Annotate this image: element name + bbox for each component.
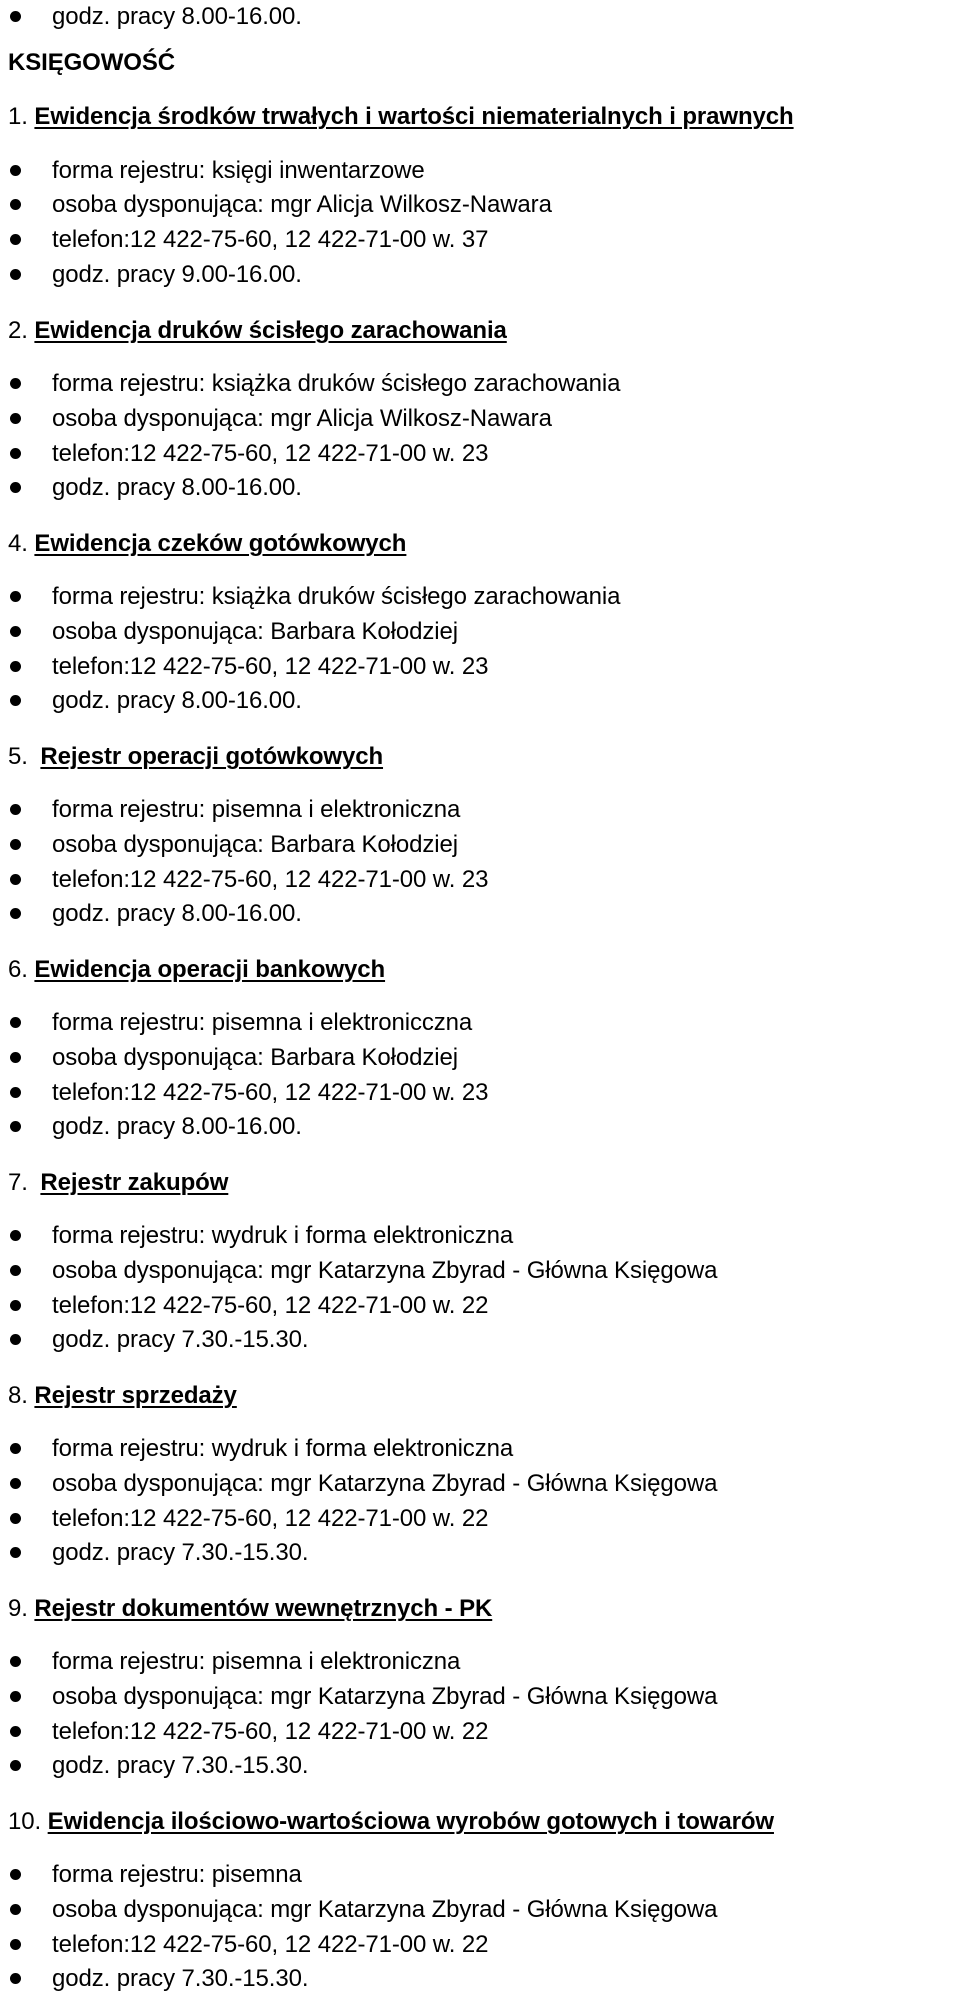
detail-text: forma rejestru: książka druków ścisłego zarachowania [52,583,621,610]
detail-text: telefon:12 422-75-60, 12 422-71-00 w. 23 [52,653,489,680]
detail-text: telefon:12 422-75-60, 12 422-71-00 w. 23 [52,440,489,467]
bullet-icon [10,11,21,22]
bullet-icon [10,234,21,245]
bullet-icon [10,1478,21,1489]
detail-text: osoba dysponująca: Barbara Kołodziej [52,831,459,858]
bullet-icon [10,1052,21,1063]
detail-text: osoba dysponująca: mgr Alicja Wilkosz-Nawara [52,191,552,218]
bullet-icon [10,1973,21,1984]
detail-text: telefon:12 422-75-60, 12 422-71-00 w. 22 [52,1718,489,1745]
detail-text: godz. pracy 8.00-16.00. [52,1113,302,1140]
bullet-icon [10,1939,21,1950]
detail-text: osoba dysponująca: mgr Alicja Wilkosz-Nawara [52,405,552,432]
detail-text: osoba dysponująca: mgr Katarzyna Zbyrad - Główna Księgowa [52,1257,718,1284]
bullet-icon [10,1726,21,1737]
entry-number: 10. [8,1808,42,1835]
detail-text: forma rejestru: wydruk i forma elektroniczna [52,1222,514,1249]
entry-link-4[interactable]: Ewidencja czeków gotówkowych [34,530,407,557]
bullet-icon [10,591,21,602]
detail-text: telefon:12 422-75-60, 12 422-71-00 w. 22 [52,1292,489,1319]
bullet-icon [10,482,21,493]
bullet-icon [10,661,21,672]
entry-link-6[interactable]: Ewidencja operacji bankowych [34,956,386,983]
detail-text: telefon:12 422-75-60, 12 422-71-00 w. 23 [52,866,489,893]
detail-text: telefon:12 422-75-60, 12 422-71-00 w. 23 [52,1079,489,1106]
bullet-icon [10,1300,21,1311]
detail-text: godz. pracy 8.00-16.00. [52,687,302,714]
detail-text: osoba dysponująca: mgr Katarzyna Zbyrad - Główna Księgowa [52,1683,718,1710]
bullet-icon [10,1121,21,1132]
bullet-icon [10,1656,21,1667]
entry-heading-2 [8,316,507,346]
detail-text: telefon:12 422-75-60, 12 422-71-00 w. 22 [52,1505,489,1532]
entry-link-8[interactable]: Rejestr sprzedaży [34,1382,237,1409]
bullet-icon [10,1547,21,1558]
detail-text: osoba dysponująca: mgr Katarzyna Zbyrad - Główna Księgowa [52,1470,718,1497]
bullet-icon [10,1904,21,1915]
entry-number: 8. [8,1382,28,1409]
entry-number: 2. [8,317,28,344]
detail-text: godz. pracy 9.00-16.00. [52,261,302,288]
entry-link-7[interactable]: Rejestr zakupów [40,1169,229,1196]
entry-link-10[interactable]: Ewidencja ilościowo-wartościowa wyrobów gotowych i towarów [47,1808,774,1835]
bullet-icon [10,199,21,210]
entry-link-1[interactable]: Ewidencja środków trwałych i wartości niematerialnych i prawnych [34,103,794,130]
bullet-icon [10,626,21,637]
bullet-icon [10,1334,21,1345]
entry-heading-1 [8,102,794,132]
top-item-text: godz. pracy 8.00-16.00. [52,3,302,30]
bullet-icon [10,1691,21,1702]
detail-text: telefon:12 422-75-60, 12 422-71-00 w. 22 [52,1931,489,1958]
bullet-icon [10,1017,21,1028]
detail-text: godz. pracy 8.00-16.00. [52,900,302,927]
detail-text: godz. pracy 7.30.-15.30. [52,1965,309,1992]
bullet-icon [10,413,21,424]
entry-heading-8 [8,1381,237,1411]
bullet-icon [10,1087,21,1098]
section-title: KSIĘGOWOŚĆ [8,49,176,76]
bullet-icon [10,1265,21,1276]
bullet-icon [10,165,21,176]
entry-heading-4 [8,529,406,559]
detail-text: forma rejestru: księgi inwentarzowe [52,157,425,184]
detail-text: forma rejestru: pisemna [52,1861,302,1888]
entry-heading-10 [8,1807,774,1837]
bullet-icon [10,269,21,280]
detail-text: forma rejestru: pisemna i elektroniczna [52,1648,461,1675]
bullet-icon [10,874,21,885]
entry-number: 7. [8,1169,28,1196]
bullet-icon [10,1230,21,1241]
entry-number: 5. [8,743,28,770]
entry-number: 1. [8,103,28,130]
bullet-icon [10,839,21,850]
detail-text: forma rejestru: pisemna i elektroniczna [52,796,461,823]
entry-link-2[interactable]: Ewidencja druków ścisłego zarachowania [34,317,507,344]
detail-text: godz. pracy 7.30.-15.30. [52,1326,309,1353]
bullet-icon [10,908,21,919]
bullet-icon [10,695,21,706]
bullet-icon [10,378,21,389]
bullet-icon [10,1869,21,1880]
bullet-icon [10,1760,21,1771]
detail-text: forma rejestru: książka druków ścisłego zarachowania [52,370,621,397]
bullet-icon [10,1513,21,1524]
entry-number: 6. [8,956,28,983]
entry-number: 4. [8,530,28,557]
entry-link-9[interactable]: Rejestr dokumentów wewnętrznych - PK [34,1595,493,1622]
entry-heading-9 [8,1594,492,1624]
entry-link-5[interactable]: Rejestr operacji gotówkowych [40,743,384,770]
detail-text: osoba dysponująca: Barbara Kołodziej [52,618,459,645]
detail-text: telefon:12 422-75-60, 12 422-71-00 w. 37 [52,226,489,253]
bullet-icon [10,448,21,459]
detail-text: godz. pracy 8.00-16.00. [52,474,302,501]
bullet-icon [10,1443,21,1454]
bullet-icon [10,804,21,815]
entry-heading-6 [8,955,385,985]
entry-heading-5 [8,742,383,772]
detail-text: forma rejestru: wydruk i forma elektroniczna [52,1435,514,1462]
detail-text: osoba dysponująca: mgr Katarzyna Zbyrad - Główna Księgowa [52,1896,718,1923]
detail-text: forma rejestru: pisemna i elektronicczna [52,1009,473,1036]
detail-text: osoba dysponująca: Barbara Kołodziej [52,1044,459,1071]
entry-number: 9. [8,1595,28,1622]
detail-text: godz. pracy 7.30.-15.30. [52,1752,309,1779]
entry-heading-7 [8,1168,228,1198]
detail-text: godz. pracy 7.30.-15.30. [52,1539,309,1566]
